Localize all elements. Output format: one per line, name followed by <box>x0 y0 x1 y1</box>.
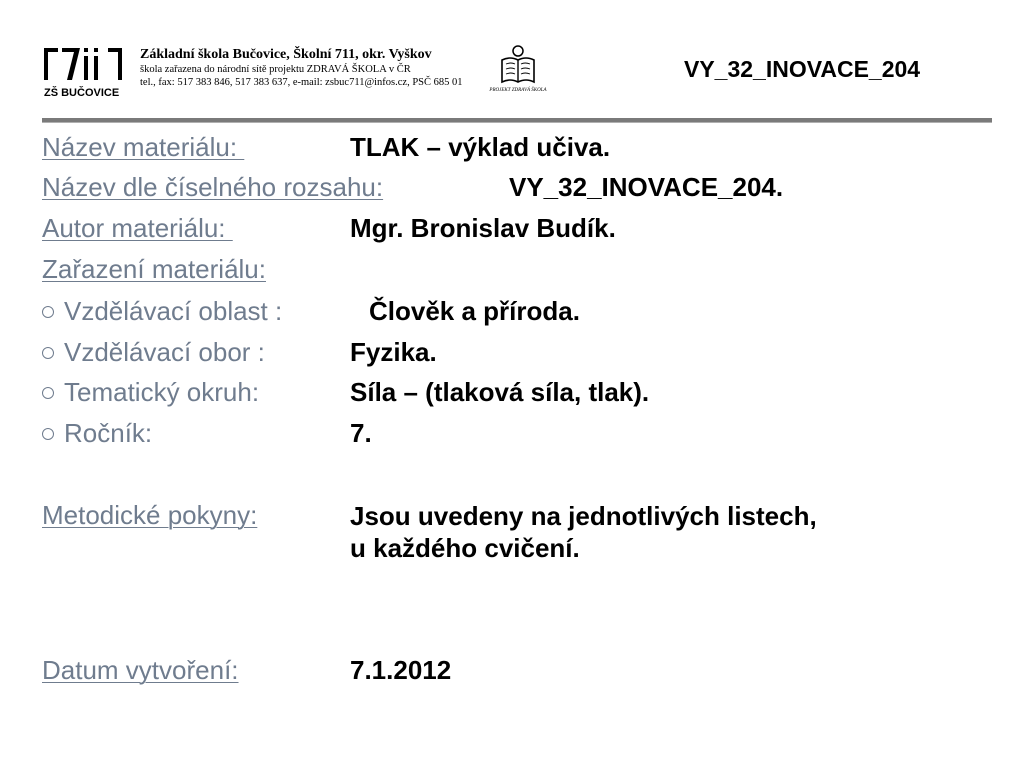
project-logo-text: PROJEKT ZDRAVÁ ŠKOLA <box>489 88 547 93</box>
bullet-circle-icon <box>42 347 54 359</box>
pokyny-value-line2: u každého cvičení. <box>350 533 580 563</box>
pokyny-value <box>350 500 817 564</box>
rocnik-value: 7. <box>350 418 372 448</box>
obor-label: Vzdělávací obor : <box>64 337 265 367</box>
document-header <box>0 0 1024 120</box>
header-divider <box>42 118 992 123</box>
obor-label-wrap <box>42 337 265 368</box>
school-name: Základní škola Bučovice, Školní 711, okr. Vyškov <box>140 47 432 62</box>
pokyny-label: Metodické pokyny: <box>42 500 258 530</box>
logo-text: ZŠ BUČOVICE <box>44 87 120 99</box>
book-icon <box>489 44 547 100</box>
oblast-label: Vzdělávací oblast : <box>64 296 283 326</box>
school-network: škola zařazena do národní sítě projektu ZDRAVÁ ŠKOLA v ČR <box>140 64 411 75</box>
document-code: VY_32_INOVACE_204 <box>684 56 921 82</box>
okruh-label: Tematický okruh: <box>64 377 260 407</box>
nazev-value: TLAK – výklad učiva. <box>350 132 611 162</box>
datum-label: Datum vytvoření: <box>42 655 239 685</box>
oblast-label-wrap <box>42 296 282 327</box>
rocnik-label: Ročník: <box>64 418 153 448</box>
pokyny-value-line1: Jsou uvedeny na jednotlivých listech, <box>350 501 817 531</box>
bullet-circle-icon <box>42 306 54 318</box>
rozsah-label: Název dle číselného rozsahu: <box>42 172 384 202</box>
datum-value: 7.1.2012 <box>350 655 452 685</box>
obor-value: Fyzika. <box>350 337 437 367</box>
bullet-circle-icon <box>42 428 54 440</box>
school-logo-mark-icon <box>42 44 134 98</box>
school-info <box>140 47 500 89</box>
project-logo <box>489 44 547 100</box>
okruh-label-wrap <box>42 377 259 408</box>
school-contact: tel., fax: 517 383 846, 517 383 637, e-mail: zsbuc711@infos.cz, PSČ 685 01 <box>140 77 463 88</box>
bullet-circle-icon <box>42 387 54 399</box>
nazev-label: Název materiálu: <box>42 132 245 162</box>
autor-label: Autor materiálu: <box>42 213 233 243</box>
rocnik-label-wrap <box>42 418 152 449</box>
rozsah-value: VY_32_INOVACE_204. <box>509 172 784 202</box>
oblast-value: Člověk a příroda. <box>369 296 580 326</box>
zarazeni-label: Zařazení materiálu: <box>42 254 266 284</box>
okruh-value: Síla – (tlaková síla, tlak). <box>350 377 650 407</box>
school-logo <box>42 44 134 98</box>
autor-value: Mgr. Bronislav Budík. <box>350 213 616 243</box>
